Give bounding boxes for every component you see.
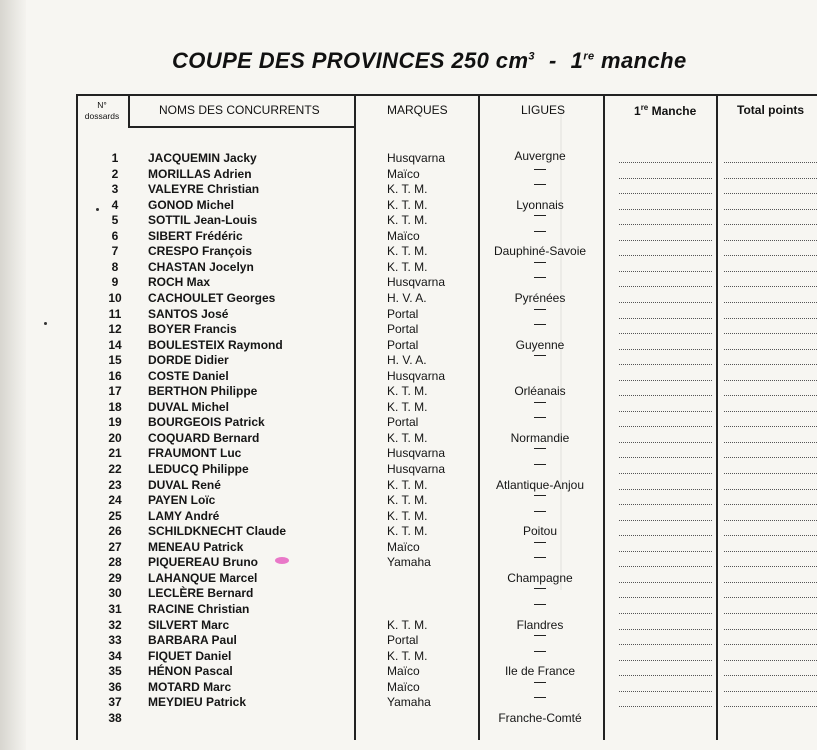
score-line-total: [724, 255, 817, 256]
score-line-total: [724, 380, 817, 381]
score-line-manche: [619, 240, 712, 241]
bib-number: 34: [108, 649, 122, 663]
rider-name: LEDUCQ Philippe: [148, 462, 249, 476]
score-line-total: [724, 675, 817, 676]
score-line-manche: [619, 426, 712, 427]
league-continuation-dash: [534, 697, 546, 698]
score-line-total: [724, 644, 817, 645]
rider-name: MEYDIEU Patrick: [148, 695, 247, 709]
league-name: Dauphiné-Savoie: [493, 244, 587, 258]
score-line-total: [724, 240, 817, 241]
header-names: NOMS DES CONCURRENTS: [159, 103, 320, 117]
score-line-total: [724, 520, 817, 521]
bib-number: 8: [111, 260, 119, 274]
league-continuation-dash: [534, 215, 546, 216]
rider-brand: Husqvarna: [387, 275, 446, 289]
league-continuation-dash: [534, 464, 546, 465]
rider-name: CRESPO François: [148, 244, 253, 258]
league-name: Franche-Comté: [498, 711, 582, 725]
score-line-manche: [619, 411, 712, 412]
score-line-manche: [619, 644, 712, 645]
rider-name: ROCH Max: [148, 275, 211, 289]
bib-number: 1: [111, 151, 119, 165]
rider-brand: Husqvarna: [387, 446, 446, 460]
rider-name: PAYEN Loïc: [148, 493, 216, 507]
col-divider: [716, 94, 718, 740]
rider-brand: Maïco: [387, 664, 420, 678]
score-line-manche: [619, 349, 712, 350]
league-name: Pyrénées: [514, 291, 566, 305]
bib-number: 4: [111, 198, 119, 212]
rider-brand: K. T. M.: [387, 478, 428, 492]
rider-brand: K. T. M.: [387, 213, 428, 227]
bib-number: 18: [108, 400, 122, 414]
score-line-total: [724, 473, 817, 474]
bib-number: 21: [108, 446, 122, 460]
score-line-manche: [619, 333, 712, 334]
bib-number: 33: [108, 633, 122, 647]
league-continuation-dash: [534, 588, 546, 589]
score-line-manche: [619, 582, 712, 583]
league-continuation-dash: [534, 231, 546, 232]
header-first-manche: 1re Manche: [634, 103, 697, 118]
rider-brand: K. T. M.: [387, 260, 428, 274]
score-line-manche: [619, 318, 712, 319]
league-name: Poitou: [522, 524, 558, 538]
rider-name: SIBERT Frédéric: [148, 229, 243, 243]
rider-name: GONOD Michel: [148, 198, 235, 212]
header-bib-number: N° dossards: [84, 100, 120, 121]
rider-brand: K. T. M.: [387, 384, 428, 398]
rider-name: PIQUEREAU Bruno: [148, 555, 259, 569]
rider-name: COQUARD Bernard: [148, 431, 260, 445]
bib-number: 29: [108, 571, 122, 585]
score-line-manche: [619, 395, 712, 396]
bib-number: 22: [108, 462, 122, 476]
rider-brand: K. T. M.: [387, 618, 428, 632]
score-line-total: [724, 535, 817, 536]
rider-brand: Husqvarna: [387, 151, 446, 165]
rider-brand: Portal: [387, 322, 419, 336]
rider-name: COSTE Daniel: [148, 369, 229, 383]
rider-name: CHASTAN Jocelyn: [148, 260, 254, 274]
rider-name: JACQUEMIN Jacky: [148, 151, 257, 165]
league-continuation-dash: [534, 417, 546, 418]
league-continuation-dash: [534, 262, 546, 263]
score-line-manche: [619, 302, 712, 303]
header-rule: [128, 126, 354, 128]
score-line-manche: [619, 566, 712, 567]
score-line-manche: [619, 675, 712, 676]
rider-name: DORDE Didier: [148, 353, 229, 367]
score-line-manche: [619, 629, 712, 630]
score-line-total: [724, 551, 817, 552]
score-line-total: [724, 582, 817, 583]
score-line-total: [724, 457, 817, 458]
league-continuation-dash: [534, 277, 546, 278]
rider-brand: K. T. M.: [387, 493, 428, 507]
rider-brand: Portal: [387, 338, 419, 352]
rider-brand: K. T. M.: [387, 509, 428, 523]
score-line-manche: [619, 209, 712, 210]
league-continuation-dash: [534, 682, 546, 683]
score-line-manche: [619, 271, 712, 272]
league-continuation-dash: [534, 511, 546, 512]
rider-brand: K. T. M.: [387, 198, 428, 212]
col-divider: [354, 94, 356, 740]
rider-brand: Husqvarna: [387, 369, 446, 383]
score-line-manche: [619, 535, 712, 536]
score-line-manche: [619, 457, 712, 458]
rider-name: BOYER Francis: [148, 322, 237, 336]
score-line-manche: [619, 380, 712, 381]
rider-name: LAHANQUE Marcel: [148, 571, 258, 585]
bib-number: 7: [111, 244, 119, 258]
rider-name: MOTARD Marc: [148, 680, 232, 694]
rider-brand: K. T. M.: [387, 431, 428, 445]
league-name: Atlantique-Anjou: [495, 478, 585, 492]
rider-brand: K. T. M.: [387, 400, 428, 414]
score-line-manche: [619, 178, 712, 179]
rider-name: HÉNON Pascal: [148, 664, 233, 678]
rider-name: LAMY André: [148, 509, 220, 523]
score-line-total: [724, 178, 817, 179]
score-line-total: [724, 224, 817, 225]
rider-name: FIQUET Daniel: [148, 649, 232, 663]
col-divider: [76, 94, 78, 740]
league-name: Ile de France: [504, 664, 576, 678]
rider-brand: Maïco: [387, 229, 420, 243]
bib-number: 20: [108, 431, 122, 445]
bib-number: 30: [108, 586, 122, 600]
score-line-manche: [619, 660, 712, 661]
score-line-manche: [619, 364, 712, 365]
score-line-total: [724, 193, 817, 194]
bib-number: 10: [108, 291, 122, 305]
score-line-total: [724, 349, 817, 350]
bib-number: 23: [108, 478, 122, 492]
score-line-manche: [619, 504, 712, 505]
score-line-total: [724, 566, 817, 567]
bib-number: 6: [111, 229, 119, 243]
rider-brand: Maïco: [387, 680, 420, 694]
rider-name: MENEAU Patrick: [148, 540, 244, 554]
col-divider: [603, 94, 605, 740]
score-line-manche: [619, 691, 712, 692]
score-line-total: [724, 209, 817, 210]
score-line-manche: [619, 613, 712, 614]
score-line-total: [724, 395, 817, 396]
bib-number: 3: [111, 182, 119, 196]
league-name: Lyonnais: [516, 198, 564, 212]
rider-name: DUVAL Michel: [148, 400, 229, 414]
score-line-manche: [619, 286, 712, 287]
bib-number: 36: [108, 680, 122, 694]
page-title: COUPE DES PROVINCES 250 $cm^3 - 1re$ manche: [172, 48, 687, 73]
bib-number: 17: [108, 384, 122, 398]
league-continuation-dash: [534, 604, 546, 605]
bib-number: 16: [108, 369, 122, 383]
rider-brand: H. V. A.: [387, 291, 427, 305]
header-tick: [128, 96, 130, 128]
league-name: Guyenne: [515, 338, 565, 352]
rider-name: FRAUMONT Luc: [148, 446, 242, 460]
rider-name: VALEYRE Christian: [148, 182, 260, 196]
league-continuation-dash: [534, 651, 546, 652]
rider-brand: Yamaha: [387, 695, 431, 709]
rider-name: BERTHON Philippe: [148, 384, 258, 398]
league-continuation-dash: [534, 557, 546, 558]
league-continuation-dash: [534, 309, 546, 310]
speck: [96, 208, 99, 211]
rider-name: LECLÈRE Bernard: [148, 586, 254, 600]
header-brands: MARQUES: [387, 103, 448, 117]
score-line-total: [724, 489, 817, 490]
col-divider: [478, 94, 480, 740]
league-continuation-dash: [534, 542, 546, 543]
rider-brand: Husqvarna: [387, 462, 446, 476]
score-line-total: [724, 660, 817, 661]
league-continuation-dash: [534, 448, 546, 449]
score-line-total: [724, 333, 817, 334]
score-line-manche: [619, 489, 712, 490]
rider-name: SILVERT Marc: [148, 618, 230, 632]
header-leagues: LIGUES: [521, 103, 566, 117]
bib-number: 14: [108, 338, 122, 352]
rider-brand: Maïco: [387, 540, 420, 554]
league-name: Champagne: [507, 571, 573, 585]
score-line-total: [724, 442, 817, 443]
score-line-manche: [619, 193, 712, 194]
score-line-total: [724, 691, 817, 692]
rider-brand: Yamaha: [387, 555, 431, 569]
header-total-points: Total points: [737, 103, 805, 117]
rider-name: BARBARA Paul: [148, 633, 237, 647]
bib-number: 15: [108, 353, 122, 367]
rider-name: RACINE Christian: [148, 602, 250, 616]
score-line-total: [724, 318, 817, 319]
rider-name: SOTTIL Jean-Louis: [148, 213, 258, 227]
league-continuation-dash: [534, 355, 546, 356]
score-line-manche: [619, 706, 712, 707]
league-name: Orléanais: [514, 384, 566, 398]
bib-number: 37: [108, 695, 122, 709]
rider-brand: Portal: [387, 307, 419, 321]
league-name: Auvergne: [514, 149, 566, 163]
bib-number: 5: [111, 213, 119, 227]
score-line-total: [724, 504, 817, 505]
rider-name: BOURGEOIS Patrick: [148, 415, 265, 429]
score-line-total: [724, 426, 817, 427]
table-top-rule: [76, 94, 817, 96]
rider-name: BOULESTEIX Raymond: [148, 338, 283, 352]
score-line-manche: [619, 162, 712, 163]
bib-number: 11: [108, 307, 122, 321]
score-line-total: [724, 706, 817, 707]
bib-number: 38: [108, 711, 122, 725]
score-line-manche: [619, 551, 712, 552]
bib-number: 31: [108, 602, 122, 616]
score-line-total: [724, 286, 817, 287]
league-continuation-dash: [534, 184, 546, 185]
rider-brand: Portal: [387, 633, 419, 647]
score-line-manche: [619, 473, 712, 474]
league-name: Flandres: [516, 618, 564, 632]
bib-number: 12: [108, 322, 122, 336]
score-line-manche: [619, 442, 712, 443]
score-line-total: [724, 613, 817, 614]
bib-number: 9: [111, 275, 119, 289]
rider-brand: Maïco: [387, 167, 420, 181]
bib-number: 32: [108, 618, 122, 632]
score-line-total: [724, 597, 817, 598]
league-name: Normandie: [510, 431, 570, 445]
bib-number: 19: [108, 415, 122, 429]
league-continuation-dash: [534, 324, 546, 325]
score-line-total: [724, 271, 817, 272]
score-line-manche: [619, 520, 712, 521]
league-continuation-dash: [534, 635, 546, 636]
rider-brand: K. T. M.: [387, 524, 428, 538]
bib-number: 2: [111, 167, 119, 181]
bib-number: 25: [108, 509, 122, 523]
rider-brand: Portal: [387, 415, 419, 429]
score-line-total: [724, 364, 817, 365]
rider-brand: K. T. M.: [387, 244, 428, 258]
rider-name: CACHOULET Georges: [148, 291, 276, 305]
bib-number: 26: [108, 524, 122, 538]
score-line-total: [724, 162, 817, 163]
score-line-manche: [619, 224, 712, 225]
score-line-manche: [619, 255, 712, 256]
rider-brand: H. V. A.: [387, 353, 427, 367]
bib-number: 24: [108, 493, 122, 507]
league-continuation-dash: [534, 402, 546, 403]
score-line-total: [724, 302, 817, 303]
bib-number: 28: [108, 555, 122, 569]
score-line-total: [724, 411, 817, 412]
league-continuation-dash: [534, 495, 546, 496]
rider-name: SCHILDKNECHT Claude: [148, 524, 287, 538]
rider-brand: K. T. M.: [387, 649, 428, 663]
rider-name: SANTOS José: [148, 307, 229, 321]
bib-number: 27: [108, 540, 122, 554]
score-line-manche: [619, 597, 712, 598]
league-continuation-dash: [534, 169, 546, 170]
rider-name: DUVAL René: [148, 478, 221, 492]
rider-brand: K. T. M.: [387, 182, 428, 196]
rider-name: MORILLAS Adrien: [148, 167, 252, 181]
bib-number: 35: [108, 664, 122, 678]
score-line-total: [724, 629, 817, 630]
pink-mark: [275, 557, 289, 564]
speck: [44, 322, 47, 325]
binding-shadow: [0, 0, 26, 750]
